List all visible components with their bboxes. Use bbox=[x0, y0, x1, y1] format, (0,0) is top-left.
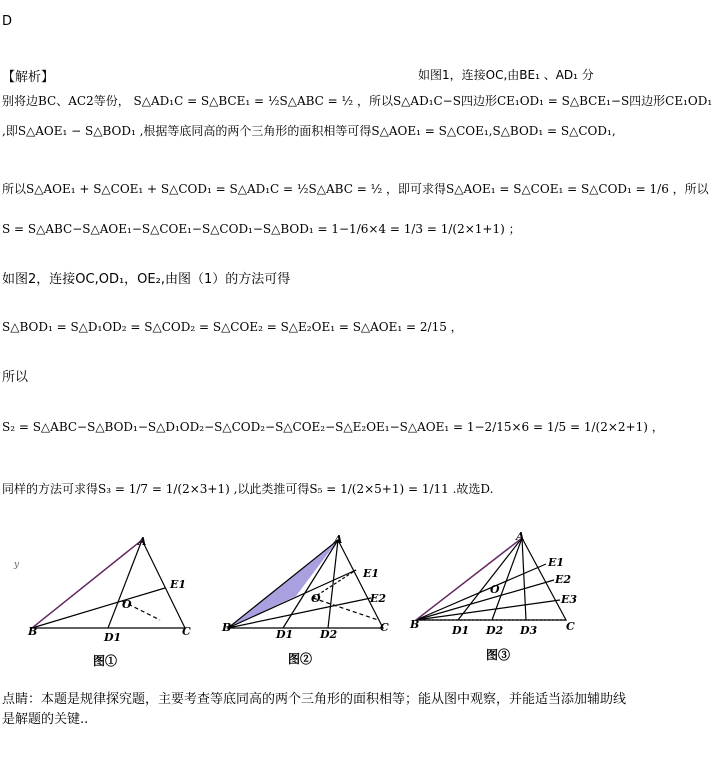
segment-oc bbox=[313, 598, 378, 620]
fig1-label-o: O bbox=[122, 598, 132, 611]
answer: D bbox=[2, 14, 13, 29]
fig3-label-o: O bbox=[490, 583, 500, 596]
fig1-label-a: A bbox=[138, 535, 147, 548]
stray-mark: y bbox=[14, 560, 20, 570]
fig2-label-d1: D1 bbox=[276, 628, 294, 641]
fig3-label-e3: E3 bbox=[561, 593, 578, 606]
fig2-label-b: B bbox=[222, 621, 232, 634]
fig1-label-e1: E1 bbox=[170, 578, 187, 591]
fig3-label-c: C bbox=[566, 620, 575, 633]
equation-line-4: 所以S△AOE₁ + S△COE₁ + S△COD₁ = S△AD₁C = ½S△ABC = ½ ，即可求得S△AOE₁ = S△COE₁ = S△COD₁ = 1/6 ，所以 bbox=[2, 182, 709, 196]
fig1-label-b: B bbox=[28, 625, 38, 638]
figure-2-caption: 图② bbox=[288, 652, 313, 666]
comment: 点睛：本题是规律探究题，主要考查等底同高的两个三角形的面积相等；能从图中观察，并能适当添加辅助线是解题的关键.. bbox=[2, 692, 627, 727]
intro-text: 如图1，连接OC,由BE₁ 、AD₁ 分 bbox=[418, 68, 594, 82]
fig3-label-d3: D3 bbox=[520, 624, 538, 637]
analysis-label: 【解析】 bbox=[2, 70, 55, 85]
fig3-label-e2: E2 bbox=[555, 573, 572, 586]
equation-line-2: 别将边BC、AC2等份， S△AD₁C = S△BCE₁ = ½S△ABC = ½ ，所以S△AD₁C−S四边形CE₁OD₁ = S△BCE₁−S四边形CE₁OD₁ bbox=[2, 94, 712, 108]
figure-2 bbox=[218, 528, 398, 643]
fig3-label-a: A bbox=[516, 530, 525, 543]
so-text: 所以 bbox=[2, 370, 29, 385]
fig3-label-d1: D1 bbox=[452, 624, 470, 637]
fig3-label-b: B bbox=[410, 618, 420, 631]
equation-line-7: S△BOD₁ = S△D₁OD₂ = S△COD₂ = S△COE₂ = S△E₂OE₁ = S△AOE₁ = 2/15 ， bbox=[2, 320, 463, 334]
figure-1-caption: 图① bbox=[93, 654, 118, 668]
segment-be1 bbox=[32, 588, 165, 628]
figure2-text: 如图2，连接OC,OD₁，OE₂,由图（1）的方法可得 bbox=[2, 272, 291, 287]
triangle-abc bbox=[416, 538, 566, 620]
fig2-label-c: C bbox=[380, 621, 389, 634]
equation-line-5: S = S△ABC−S△AOE₁−S△COE₁−S△COD₁−S△BOD₁ = 1−1/6×4 = 1/3 = 1/(2×1+1) ； bbox=[2, 222, 521, 236]
fig1-label-c: C bbox=[182, 625, 191, 638]
fig2-label-e2: E2 bbox=[370, 592, 387, 605]
fig1-label-d1: D1 bbox=[104, 631, 122, 644]
fig3-label-e1: E1 bbox=[548, 556, 565, 569]
fig3-label-d2: D2 bbox=[486, 624, 504, 637]
equation-line-9: S₂ = S△ABC−S△BOD₁−S△D₁OD₂−S△COD₂−S△COE₂−S△E₂OE₁−S△AOE₁ = 1−2/15×6 = 1/5 = 1/(2×2+1) ， bbox=[2, 420, 664, 434]
figure-3-caption: 图③ bbox=[486, 648, 511, 662]
segment-ad3 bbox=[522, 538, 526, 620]
fig2-label-e1: E1 bbox=[363, 567, 380, 580]
triangle-abc bbox=[32, 540, 185, 628]
fig2-label-o: O bbox=[311, 592, 321, 605]
segment-be1 bbox=[416, 564, 546, 620]
fig2-label-a: A bbox=[334, 533, 343, 546]
equation-line-10: 同样的方法可求得S₃ = 1/7 = 1/(2×3+1) ,以此类推可得S₅ = 1/(2×5+1) = 1/11 .故选D. bbox=[2, 482, 494, 496]
fig2-label-d2: D2 bbox=[320, 628, 338, 641]
equation-line-3: ,即S△AOE₁ − S△BOD₁ ,根据等底同高的两个三角形的面积相等可得S△AOE₁ = S△COE₁,S△BOD₁ = S△COD₁, bbox=[2, 124, 616, 138]
